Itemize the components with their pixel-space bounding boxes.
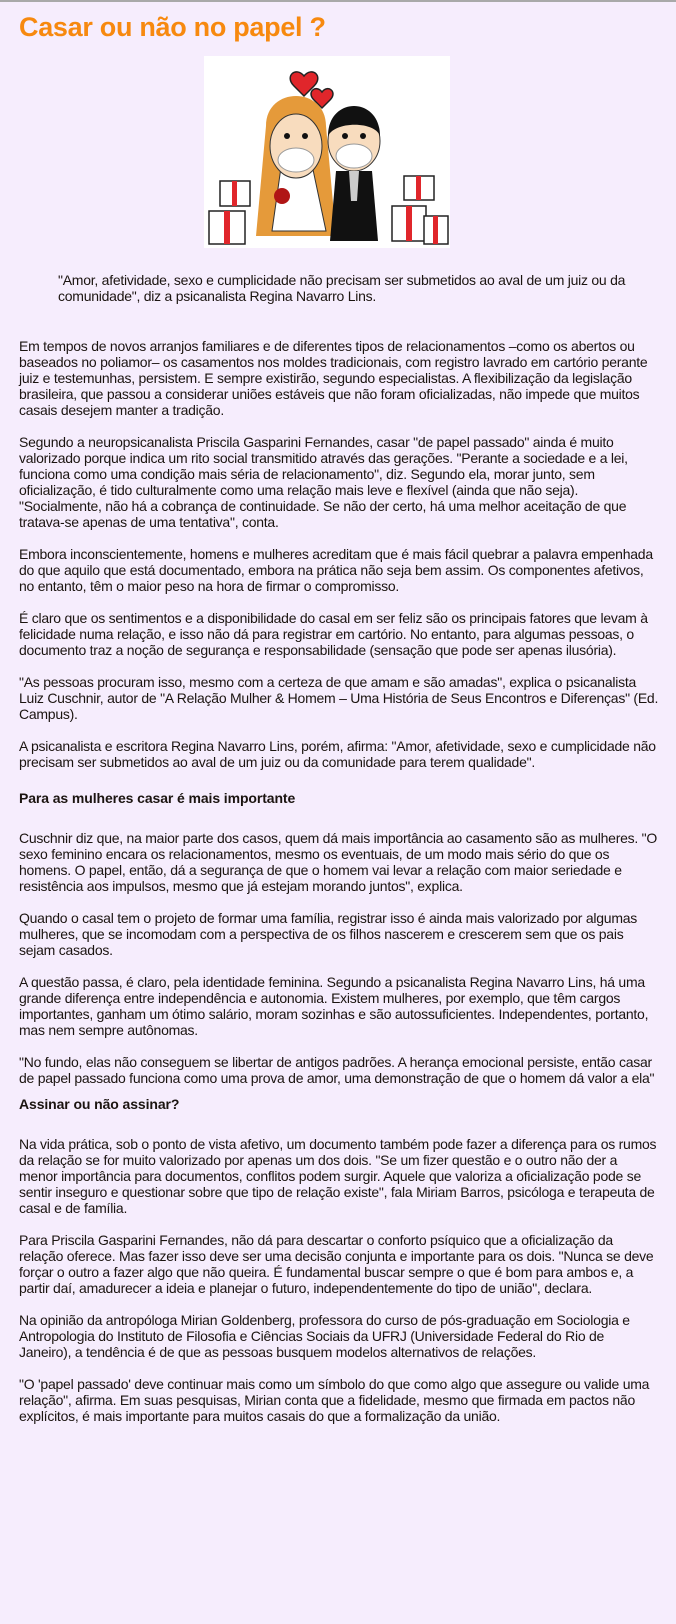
paragraph: "O 'papel passado' deve continuar mais como um símbolo do que como algo que assegure ou valide uma relação", afirma. Em suas pesquisas, Mirian conta que a fidelidade, mesmo que firmada em pactos não explícitos, é mais importante para muitos casais do que a formalização da união. xyxy=(19,1376,650,1424)
paragraph: Na opinião da antropóloga Mirian Goldenberg, professora do curso de pós-graduação em Sociologia e Antropologia do Instituto de Filosofia e Ciências Sociais da UFRJ (Universidade Federal do Rio de Janeiro), a tendência é de que as pessoas busquem modelos alternativos de relações. xyxy=(19,1312,630,1360)
paragraph: "As pessoas procuram isso, mesmo com a certeza de que amam e são amadas", explica o psicanalista Luiz Cuschnir, autor de "A Relação Mulher & Homem – Uma História de Seus Encontros e Diferenças" (Ed. Campus). xyxy=(19,674,659,722)
couple-image xyxy=(204,56,450,248)
paragraph: A questão passa, é claro, pela identidade feminina. Segundo a psicanalista Regina Navarro Lins, há uma grande diferença entre independência e autonomia. Existem mulheres, por exemplo, que têm cargos importantes, ganham um ótimo salário, moram sozinhas e são autossuficientes. Independentes, portanto, mas nem sempre autônomas. xyxy=(19,974,649,1038)
paragraph: Segundo a neuropsicanalista Priscila Gasparini Fernandes, casar "de papel passado" ainda é muito valorizado porque indica um rito social transmitido através das gerações. "Perante a sociedade e a lei, funciona como uma condição mais séria de relacionamento", diz. Segundo ela, morar junto, sem oficialização, é tido culturalmente como uma relação mais leve e flexível (ainda que não seja). "Socialmente, não há a cobrança de continuidade. Se não der certo, há uma melhor aceitação de que tratava-se apenas de uma tentativa", conta. xyxy=(19,434,628,530)
paragraph: Quando o casal tem o projeto de formar uma família, registrar isso é ainda mais valorizado por algumas mulheres, que se incomodam com a perspectiva de os filhos nascerem e crescerem sem que os pais sejam casados. xyxy=(19,910,638,958)
page-title: Casar ou não no papel ? xyxy=(19,12,326,42)
paragraph: Para Priscila Gasparini Fernandes, não dá para descartar o conforto psíquico que a oficialização da relação oferece. Mas fazer isso deve ser uma decisão conjunta e importante para os dois. "Nunca se deve forçar o outro a fazer algo que não queira. É fundamental buscar sempre o que é bom para ambos e, a partir daí, amadurecer a ideia e planejar o futuro, independentemente do tipo de união", declara. xyxy=(19,1232,654,1296)
article xyxy=(0,10,676,1424)
paragraph: "No fundo, elas não conseguem se libertar de antigos padrões. A herança emocional persiste, então casar de papel passado funciona como uma prova de amor, uma demonstração de que o homem dá valor a ela" xyxy=(19,1054,655,1086)
paragraph: Embora inconscientemente, homens e mulheres acreditam que é mais fácil quebrar a palavra empenhada do que aquilo que está documentado, embora na prática não seja bem assim. Os componentes afetivos, no entanto, têm o maior peso na hora de firmar o compromisso. xyxy=(19,546,653,594)
paragraph: Na vida prática, sob o ponto de vista afetivo, um documento também pode fazer a diferença para os rumos da relação se for muito valorizado por apenas um dos dois. "Se um fizer questão e o outro não der a menor importância para documentos, conflitos podem surgir. Aquele que valoriza a oficialização pode se sentir inseguro e questionar sobre que tipo de relação existe", fala Miriam Barros, psicóloga e terapeuta de casal e de família. xyxy=(19,1136,657,1216)
section-heading-sign: Assinar ou não assinar? xyxy=(19,1096,180,1112)
paragraph: Em tempos de novos arranjos familiares e de diferentes tipos de relacionamentos –como os abertos ou baseados no poliamor– os casamentos nos moldes tradicionais, com registro lavrado em cartório perante juiz e testemunhas, persistem. E sempre existirão, segundo especialistas. A flexibilização da legislação brasileira, que passou a considerar uniões estáveis que não foram oficializadas, não impede que muitos casais desejem manter a tradição. xyxy=(19,338,648,418)
pull-quote: "Amor, afetividade, sexo e cumplicidade não precisam ser submetidos ao aval de um juiz ou da comunidade", diz a psicanalista Regina Navarro Lins. xyxy=(58,272,626,304)
wedding-couple-illustration xyxy=(204,56,450,248)
intro-section xyxy=(19,338,658,770)
paragraph: Cuschnir diz que, na maior parte dos casos, quem dá mais importância ao casamento são as mulheres. "O sexo feminino encara os relacionamentos, mesmo os eventuais, de um modo mais sério do que os homens. O papel, então, dá a segurança de que o homem vai levar a relação com maior seriedade e resistência aos impulsos, mesmo que já estejam morando juntos", explica. xyxy=(19,830,658,894)
section-heading-women: Para as mulheres casar é mais importante xyxy=(19,790,296,806)
paragraph: É claro que os sentimentos e a disponibilidade do casal em ser feliz são os principais fatores que levam à felicidade numa relação, e isso não dá para registrar em cartório. No entanto, para algumas pessoas, o documento traz a noção de segurança e responsabilidade (sensação que pode ser apenas ilusória). xyxy=(19,610,648,658)
paragraph: A psicanalista e escritora Regina Navarro Lins, porém, afirma: "Amor, afetividade, sexo e cumplicidade não precisam ser submetidos ao aval de um juiz ou da comunidade para terem qualidade". xyxy=(19,738,656,770)
